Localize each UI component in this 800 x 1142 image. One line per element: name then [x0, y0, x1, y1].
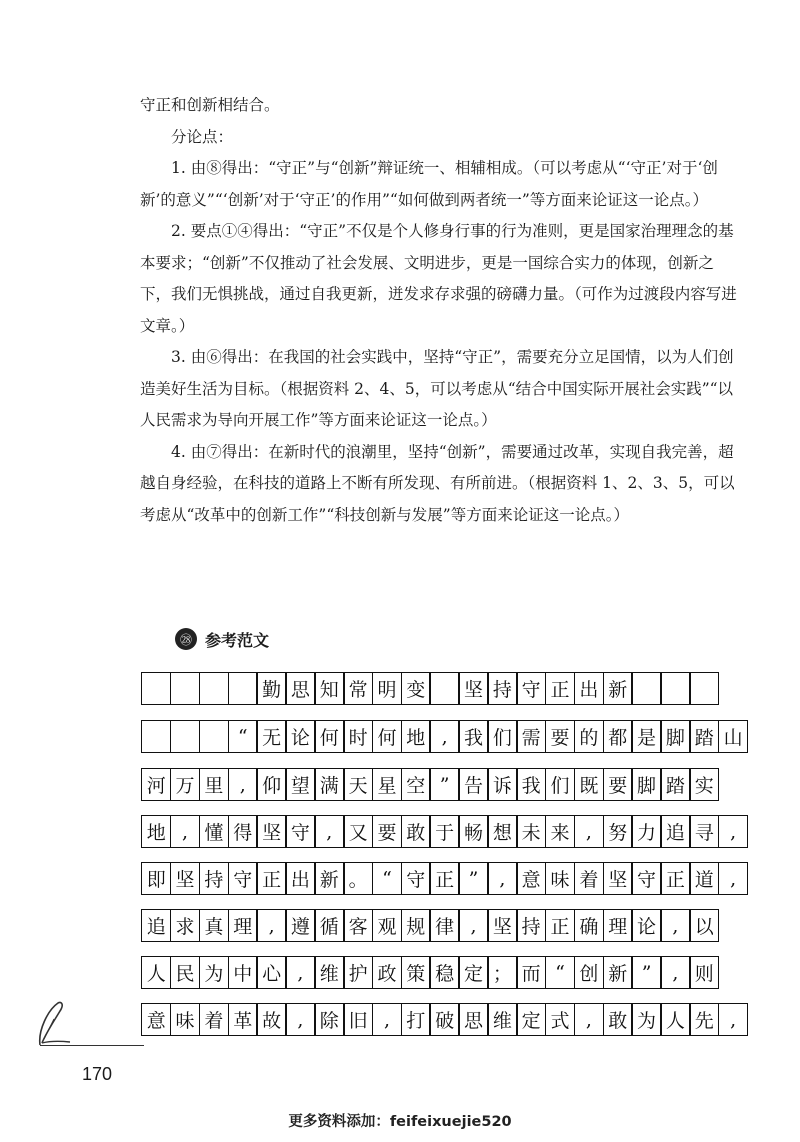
grid-cell: 新 [314, 862, 344, 895]
grid-cell: , [285, 1003, 315, 1036]
grid-cell: 持 [199, 862, 229, 895]
grid-cell: , [718, 1003, 748, 1036]
grid-cell: 常 [343, 672, 373, 705]
grid-cell: 山 [718, 720, 748, 753]
grid-cell: 脚 [660, 720, 690, 753]
grid-cell: , [487, 862, 517, 895]
grid-cell: 里 [199, 768, 229, 801]
section-heading [175, 627, 269, 651]
grid-cell: 律 [429, 909, 459, 942]
grid-cell: 破 [429, 1003, 459, 1036]
grid-cell: 何 [314, 720, 344, 753]
grid-cell: 故 [256, 1003, 286, 1036]
grid-cell: 坚 [256, 815, 286, 848]
grid-cell: 论 [631, 909, 661, 942]
grid-cell [228, 672, 258, 705]
grid-cell: 仰 [256, 768, 286, 801]
grid-cell: ” [458, 862, 488, 895]
grid-cell: 思 [458, 1003, 488, 1036]
grid-cell: 万 [170, 768, 200, 801]
grid-cell: 敢 [603, 1003, 633, 1036]
grid-cell: 追 [141, 909, 171, 942]
grid-cell: 规 [401, 909, 431, 942]
grid-cell [170, 720, 200, 753]
grid-cell: 为 [199, 956, 229, 989]
grid-cell: 脚 [631, 768, 661, 801]
grid-cell: 明 [372, 672, 402, 705]
grid-cell: 要 [603, 768, 633, 801]
grid-cell: 新 [603, 956, 633, 989]
grid-cell: , [574, 815, 604, 848]
grid-cell: , [285, 956, 315, 989]
grid-cell: 维 [314, 956, 344, 989]
grid-cell: 守 [516, 672, 546, 705]
grid-cell: 理 [228, 909, 258, 942]
grid-cell: 正 [429, 862, 459, 895]
grid-cell: 追 [660, 815, 690, 848]
paragraph: 4. 由⑦得出：在新时代的浪潮里，坚持“创新”，需要通过改革，实现自我完善，超越自身经验，在科技的道路上不断有所发现、有所前进。（根据资料 1、2、3、5，可以考虑从“改革中的创新工作”“科技创新与发展”等方面来论证这一论点。） [140, 442, 735, 524]
grid-cell: 坚 [458, 672, 488, 705]
grid-cell [199, 720, 229, 753]
grid-row [141, 862, 747, 895]
grid-cell [660, 672, 690, 705]
grid-cell [141, 672, 171, 705]
grid-cell: 式 [545, 1003, 575, 1036]
grid-cell: 守 [631, 862, 661, 895]
grid-cell: 得 [228, 815, 258, 848]
grid-cell: 守 [285, 815, 315, 848]
grid-cell: 民 [170, 956, 200, 989]
grid-cell: 实 [689, 768, 719, 801]
grid-cell: 我 [458, 720, 488, 753]
grid-cell: 知 [314, 672, 344, 705]
pen-icon [30, 995, 110, 1050]
grid-cell: 想 [487, 815, 517, 848]
grid-cell: 们 [487, 720, 517, 753]
grid-cell: 遵 [285, 909, 315, 942]
grid-cell: 策 [401, 956, 431, 989]
grid-cell: 以 [689, 909, 719, 942]
grid-cell: 都 [603, 720, 633, 753]
grid-cell: 勤 [256, 672, 286, 705]
grid-cell: 定 [516, 1003, 546, 1036]
grid-cell: 即 [141, 862, 171, 895]
grid-cell: 来 [545, 815, 575, 848]
grid-row [141, 768, 718, 801]
grid-cell: 真 [199, 909, 229, 942]
grid-cell: 人 [660, 1003, 690, 1036]
grid-cell [141, 720, 171, 753]
grid-cell: 确 [574, 909, 604, 942]
grid-cell: 力 [631, 815, 661, 848]
grid-cell: 出 [285, 862, 315, 895]
grid-cell: , [718, 815, 748, 848]
grid-cell: 星 [372, 768, 402, 801]
grid-cell: 定 [458, 956, 488, 989]
grid-cell: 正 [545, 909, 575, 942]
grid-cell: 人 [141, 956, 171, 989]
grid-cell: 何 [372, 720, 402, 753]
grid-cell: 客 [343, 909, 373, 942]
grid-cell: , [574, 1003, 604, 1036]
grid-cell: 创 [574, 956, 604, 989]
grid-cell: 论 [285, 720, 315, 753]
grid-cell: 坚 [170, 862, 200, 895]
grid-cell [199, 672, 229, 705]
grid-cell: , [718, 862, 748, 895]
grid-cell: 味 [170, 1003, 200, 1036]
grid-cell: 为 [631, 1003, 661, 1036]
grid-row [141, 909, 718, 942]
grid-cell: 护 [343, 956, 373, 989]
grid-cell: 们 [545, 768, 575, 801]
grid-cell: 又 [343, 815, 373, 848]
grid-cell: 时 [343, 720, 373, 753]
grid-cell: 要 [545, 720, 575, 753]
grid-cell: 守 [401, 862, 431, 895]
grid-cell: 地 [401, 720, 431, 753]
footer-note: 更多资料添加：feifeixuejie520 [288, 1114, 512, 1130]
grid-cell: , [170, 815, 200, 848]
grid-cell: 无 [256, 720, 286, 753]
grid-row [141, 1003, 747, 1036]
grid-cell: 打 [401, 1003, 431, 1036]
grid-cell: 旧 [343, 1003, 373, 1036]
body-text [140, 90, 740, 531]
grid-cell: 意 [141, 1003, 171, 1036]
grid-cell [429, 672, 459, 705]
grid-cell: 持 [487, 672, 517, 705]
section-number-icon: ㉘ [175, 628, 197, 650]
grid-cell: 踏 [660, 768, 690, 801]
grid-cell: 则 [689, 956, 719, 989]
grid-cell: 需 [516, 720, 546, 753]
grid-cell: , [429, 720, 459, 753]
grid-cell: 出 [574, 672, 604, 705]
grid-cell: “ [228, 720, 258, 753]
grid-cell: 着 [199, 1003, 229, 1036]
grid-cell: 空 [401, 768, 431, 801]
grid-cell: 味 [545, 862, 575, 895]
grid-cell: 敢 [401, 815, 431, 848]
grid-cell: 地 [141, 815, 171, 848]
grid-cell: 诉 [487, 768, 517, 801]
grid-row [141, 956, 718, 989]
grid-cell: 而 [516, 956, 546, 989]
grid-cell: 思 [285, 672, 315, 705]
grid-row [141, 672, 718, 705]
grid-cell: , [228, 768, 258, 801]
grid-cell [631, 672, 661, 705]
grid-cell: 畅 [458, 815, 488, 848]
paragraph: 1. 由⑧得出：“守正”与“创新”辩证统一、相辅相成。（可以考虑从“‘守正’对于‘创新’的意义”“‘创新’对于‘守正’的作用”“如何做到两者统一”等方面来论证这一论点。） [140, 159, 718, 209]
grid-cell [689, 672, 719, 705]
grid-cell: ； [487, 956, 517, 989]
grid-cell: 革 [228, 1003, 258, 1036]
grid-cell: 懂 [199, 815, 229, 848]
grid-cell: 要 [372, 815, 402, 848]
grid-cell: 我 [516, 768, 546, 801]
grid-cell: 着 [574, 862, 604, 895]
grid-cell: 理 [603, 909, 633, 942]
grid-cell: 努 [603, 815, 633, 848]
grid-cell [170, 672, 200, 705]
grid-cell: 的 [574, 720, 604, 753]
page-number: 170 [82, 1064, 113, 1084]
grid-cell: 坚 [603, 862, 633, 895]
grid-cell: , [660, 956, 690, 989]
grid-cell: 观 [372, 909, 402, 942]
grid-cell: , [256, 909, 286, 942]
grid-cell: 未 [516, 815, 546, 848]
grid-cell: 先 [689, 1003, 719, 1036]
grid-cell: ” [429, 768, 459, 801]
grid-cell: 正 [256, 862, 286, 895]
grid-cell: 坚 [487, 909, 517, 942]
grid-cell: 告 [458, 768, 488, 801]
grid-cell: 求 [170, 909, 200, 942]
grid-cell: , [314, 815, 344, 848]
grid-cell: 除 [314, 1003, 344, 1036]
grid-cell: 政 [372, 956, 402, 989]
grid-cell: 循 [314, 909, 344, 942]
grid-cell: 稳 [429, 956, 459, 989]
paragraph: 守正和创新相结合。 [140, 96, 280, 114]
grid-cell: 踏 [689, 720, 719, 753]
paragraph: 3. 由⑥得出：在我国的社会实践中，坚持“守正”，需要充分立足国情，以为人们创造美好生活为目标。（根据资料 2、4、5，可以考虑从“结合中国实际开展社会实践”“以人民需求为导向开展工作”等方面来论证这一论点。） [140, 348, 734, 429]
grid-cell: 于 [429, 815, 459, 848]
grid-cell: 持 [516, 909, 546, 942]
grid-cell: 天 [343, 768, 373, 801]
section-heading-label: 参考范文 [205, 630, 270, 650]
grid-cell: ” [631, 956, 661, 989]
paragraph: 分论点： [171, 127, 234, 146]
grid-cell: 维 [487, 1003, 517, 1036]
grid-cell: 满 [314, 768, 344, 801]
grid-cell: 守 [228, 862, 258, 895]
grid-cell: 中 [228, 956, 258, 989]
grid-cell: 是 [631, 720, 661, 753]
grid-cell: 变 [401, 672, 431, 705]
grid-cell: 心 [256, 956, 286, 989]
grid-row [141, 815, 747, 848]
grid-cell: “ [545, 956, 575, 989]
grid-row [141, 720, 747, 753]
grid-cell: , [660, 909, 690, 942]
grid-cell: 道 [689, 862, 719, 895]
grid-cell: 寻 [689, 815, 719, 848]
grid-cell: , [372, 1003, 402, 1036]
grid-cell: 正 [545, 672, 575, 705]
grid-cell: 。 [343, 862, 373, 895]
grid-cell: 新 [603, 672, 633, 705]
paragraph: 2. 要点①④得出：“守正”不仅是个人修身行事的行为准则，更是国家治理理念的基本要求；“创新”不仅推动了社会发展、文明进步，更是一国综合实力的体现，创新之下，我们无惧挑战，通过自我更新，迸发求存求强的磅礴力量。（可作为过渡段内容写进文章。） [140, 222, 737, 335]
divider [40, 1045, 144, 1046]
grid-cell: 既 [574, 768, 604, 801]
grid-cell: 正 [660, 862, 690, 895]
grid-cell: “ [372, 862, 402, 895]
grid-cell: , [458, 909, 488, 942]
grid-cell: 河 [141, 768, 171, 801]
grid-cell: 意 [516, 862, 546, 895]
grid-cell: 望 [285, 768, 315, 801]
